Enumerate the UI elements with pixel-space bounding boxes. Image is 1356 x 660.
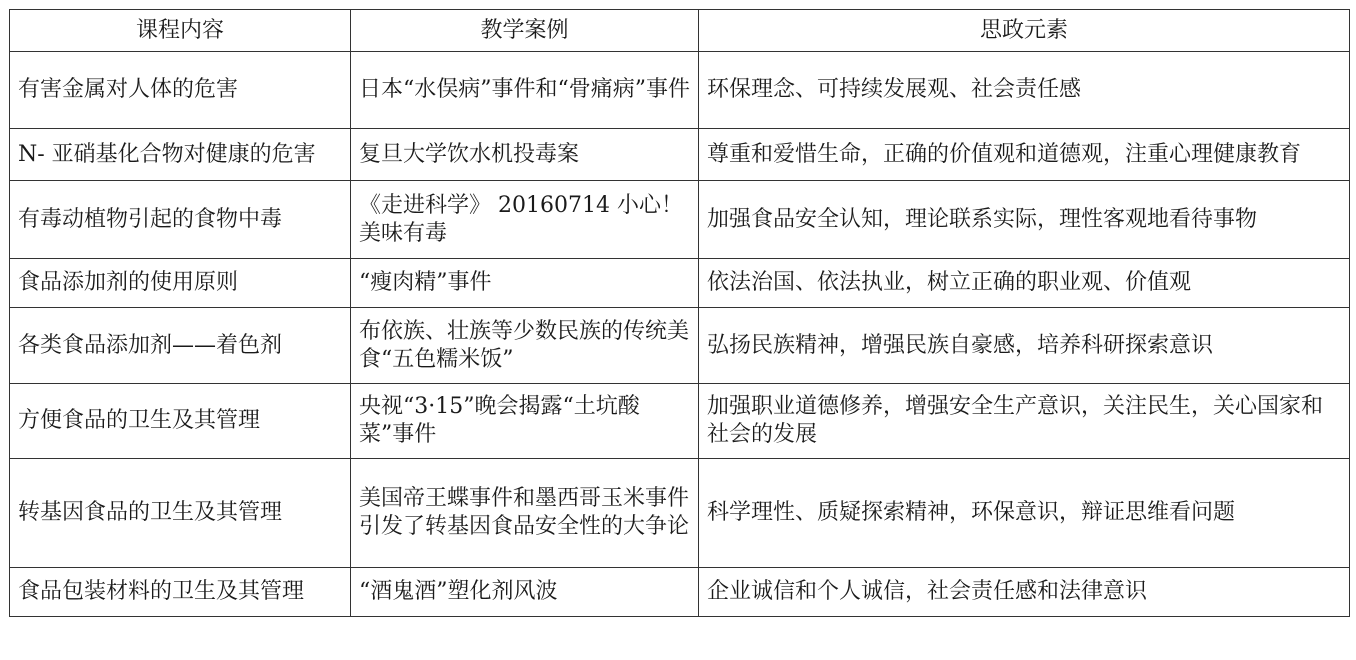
cell-course-content: 有害金属对人体的危害 [10,52,351,129]
cell-ideology-element: 弘扬民族精神，增强民族自豪感，培养科研探索意识 [699,308,1350,384]
table-row [10,308,1350,384]
table-row [10,459,1350,568]
cell-ideology-element: 环保理念、可持续发展观、社会责任感 [699,52,1350,129]
cell-teaching-case: “瘦肉精”事件 [351,259,699,308]
cell-teaching-case: 央视“3·15”晚会揭露“土坑酸菜”事件 [351,384,699,459]
cell-ideology-element: 企业诚信和个人诚信，社会责任感和法律意识 [699,568,1350,617]
table-row [10,52,1350,129]
table-row [10,384,1350,459]
cell-ideology-element: 科学理性、质疑探索精神，环保意识，辩证思维看问题 [699,459,1350,568]
header-course-content: 课程内容 [10,10,351,52]
table-header-row [10,10,1350,52]
header-ideology-element: 思政元素 [699,10,1350,52]
cell-ideology-element: 尊重和爱惜生命，正确的价值观和道德观，注重心理健康教育 [699,129,1350,181]
cell-teaching-case: 美国帝王蝶事件和墨西哥玉米事件引发了转基因食品安全性的大争论 [351,459,699,568]
cell-teaching-case: 日本“水俣病”事件和“骨痛病”事件 [351,52,699,129]
cell-course-content: 方便食品的卫生及其管理 [10,384,351,459]
cell-course-content: 各类食品添加剂——着色剂 [10,308,351,384]
cell-course-content: 有毒动植物引起的食物中毒 [10,181,351,259]
header-teaching-case: 教学案例 [351,10,699,52]
table-row [10,181,1350,259]
cell-teaching-case: 《走进科学》 20160714 小心！美味有毒 [351,181,699,259]
course-table-container [9,9,1350,617]
cell-course-content: 食品添加剂的使用原则 [10,259,351,308]
table-row [10,259,1350,308]
course-ideology-table [9,9,1350,617]
cell-course-content: 食品包装材料的卫生及其管理 [10,568,351,617]
table-row [10,129,1350,181]
cell-course-content: 转基因食品的卫生及其管理 [10,459,351,568]
cell-ideology-element: 加强职业道德修养，增强安全生产意识，关注民生，关心国家和社会的发展 [699,384,1350,459]
cell-ideology-element: 依法治国、依法执业，树立正确的职业观、价值观 [699,259,1350,308]
cell-course-content: N- 亚硝基化合物对健康的危害 [10,129,351,181]
cell-teaching-case: 布依族、壮族等少数民族的传统美食“五色糯米饭” [351,308,699,384]
cell-teaching-case: 复旦大学饮水机投毒案 [351,129,699,181]
table-row [10,568,1350,617]
cell-ideology-element: 加强食品安全认知，理论联系实际，理性客观地看待事物 [699,181,1350,259]
cell-teaching-case: “酒鬼酒”塑化剂风波 [351,568,699,617]
